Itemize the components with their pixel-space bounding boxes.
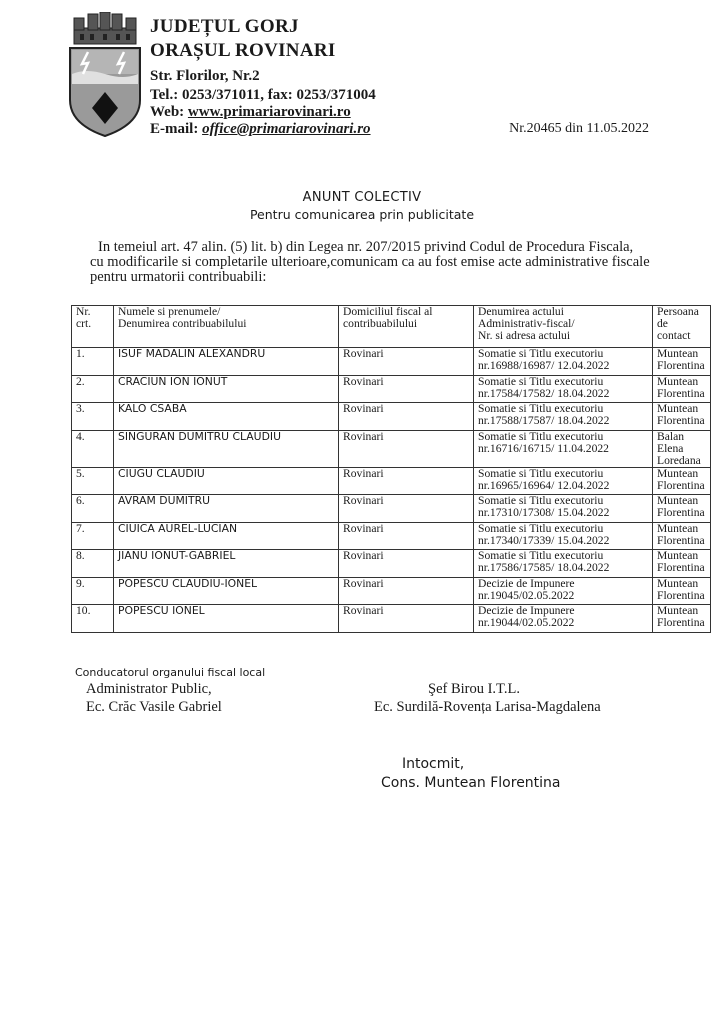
row-act-type: Somatie si Titlu executoriu xyxy=(478,402,604,415)
table-row xyxy=(72,522,711,550)
document-title: ANUNT COLECTIV xyxy=(302,190,422,205)
row-contact-line: Muntean xyxy=(657,521,699,535)
table-row xyxy=(72,467,711,495)
row-contact xyxy=(653,605,711,633)
row-nr: 1. xyxy=(72,348,114,376)
row-contact-line: Muntean xyxy=(657,347,699,360)
header-act xyxy=(474,306,653,348)
row-act-type: Decizie de Impunere xyxy=(478,576,575,590)
row-act-type: Somatie si Titlu executoriu xyxy=(478,549,604,562)
row-act xyxy=(474,522,653,550)
left-signatory-name: Ec. Crăc Vasile Gabriel xyxy=(86,699,222,715)
header-act-line: Administrativ-fiscal/ xyxy=(478,317,575,330)
row-name: CIUICA AUREL-LUCIAN xyxy=(114,522,339,550)
website-link[interactable]: www.primariarovinari.ro xyxy=(187,104,351,120)
header-domicile-line: contribuabilului xyxy=(343,317,418,330)
table-row xyxy=(72,550,711,578)
table-row xyxy=(72,403,711,431)
row-contact-line: Florentina xyxy=(657,478,705,492)
header-nr-line: crt. xyxy=(76,317,92,330)
row-nr: 2. xyxy=(72,375,114,403)
table-row xyxy=(72,605,711,633)
website-label: Web: xyxy=(150,104,188,120)
table-row xyxy=(72,577,711,605)
intro-line-1: In temeiul art. 47 alin. (5) lit. b) din Legea nr. 207/2015 privind Codul de Procedura Fiscala, xyxy=(98,239,634,255)
row-act-type: Somatie si Titlu executoriu xyxy=(478,466,604,480)
row-contact xyxy=(653,348,711,376)
row-domicile: Rovinari xyxy=(339,495,474,523)
row-domicile: Rovinari xyxy=(339,550,474,578)
row-nr: 10. xyxy=(72,605,114,633)
header-name-line: Numele si prenumele/ xyxy=(118,305,221,318)
row-act-type: Decizie de Impunere xyxy=(478,604,575,617)
table-row xyxy=(72,495,711,523)
prepared-by-label: Intocmit, xyxy=(402,756,465,772)
email-link[interactable]: office@primariarovinari.ro xyxy=(202,121,371,137)
row-name: JIANU IONUT-GABRIEL xyxy=(114,550,339,578)
row-contact xyxy=(653,522,711,550)
row-name: SINGURAN DUMITRU CLAUDIU xyxy=(114,430,339,467)
row-act xyxy=(474,430,653,467)
row-nr: 8. xyxy=(72,550,114,578)
row-contact-line: Muntean xyxy=(657,549,699,562)
row-contact-line: Florentina xyxy=(657,386,705,400)
document-subtitle: Pentru comunicarea prin publicitate xyxy=(249,207,475,222)
row-act-number: nr.17586/17585/ 18.04.2022 xyxy=(478,561,610,574)
row-contact-line: Florentina xyxy=(657,616,705,629)
header-act-line: Nr. si adresa actului xyxy=(478,329,571,342)
row-nr: 9. xyxy=(72,577,114,605)
row-domicile: Rovinari xyxy=(339,430,474,467)
row-name: CRACIUN ION IONUT xyxy=(114,375,339,403)
right-signatory-name: Ec. Surdilă-Rovența Larisa-Magdalena xyxy=(374,699,601,715)
header-contact xyxy=(653,306,711,348)
row-nr: 4. xyxy=(72,430,114,467)
row-contact xyxy=(653,467,711,495)
row-domicile: Rovinari xyxy=(339,467,474,495)
row-contact xyxy=(653,430,711,467)
header-name xyxy=(114,306,339,348)
row-domicile: Rovinari xyxy=(339,605,474,633)
row-contact-line: Loredana xyxy=(657,453,701,467)
intro-line-2: cu modificarile si completarile ulterioare,comunicam ca au fost emise acte administrative fiscale xyxy=(90,254,650,270)
row-domicile: Rovinari xyxy=(339,375,474,403)
row-name: ISUF MADALIN ALEXANDRU xyxy=(114,348,339,376)
row-act-number: nr.17310/17308/ 15.04.2022 xyxy=(478,506,610,519)
row-contact-line: Muntean xyxy=(657,494,699,507)
row-act-type: Somatie si Titlu executoriu xyxy=(478,347,604,360)
row-domicile: Rovinari xyxy=(339,348,474,376)
phone-fax: Tel.: 0253/371011, fax: 0253/371004 xyxy=(150,87,376,103)
row-contact xyxy=(653,403,711,431)
town-name: ORAȘUL ROVINARI xyxy=(150,40,336,61)
row-contact-line: Florentina xyxy=(657,414,705,427)
row-nr: 5. xyxy=(72,467,114,495)
email-label: E-mail: xyxy=(150,121,203,137)
row-act-type: Somatie si Titlu executoriu xyxy=(478,429,604,443)
row-contact-line: Balan Elena xyxy=(657,429,685,455)
row-domicile: Rovinari xyxy=(339,403,474,431)
row-contact xyxy=(653,550,711,578)
row-nr: 6. xyxy=(72,495,114,523)
row-act xyxy=(474,403,653,431)
right-signatory-role: Şef Birou I.T.L. xyxy=(428,681,520,697)
row-act-number: nr.16988/16987/ 12.04.2022 xyxy=(478,359,610,372)
row-act xyxy=(474,550,653,578)
row-act-number: nr.17584/17582/ 18.04.2022 xyxy=(478,386,610,400)
row-name: KALO CSABA xyxy=(114,403,339,431)
county-name: JUDEȚUL GORJ xyxy=(150,16,299,37)
row-contact-line: Muntean xyxy=(657,402,699,415)
table-row xyxy=(72,348,711,376)
row-contact-line: Muntean xyxy=(657,466,699,480)
header-contact-line: contact xyxy=(657,329,691,342)
row-act-number: nr.16716/16715/ 11.04.2022 xyxy=(478,441,609,455)
row-nr: 3. xyxy=(72,403,114,431)
row-contact xyxy=(653,375,711,403)
header-contact-line: Persoana de xyxy=(657,305,699,330)
registration-number: Nr.20465 din 11.05.2022 xyxy=(509,121,649,136)
table-row xyxy=(72,430,711,467)
left-signatory-role: Administrator Public, xyxy=(86,681,212,697)
row-domicile: Rovinari xyxy=(339,577,474,605)
taxpayers-table xyxy=(71,305,711,633)
table-row xyxy=(72,375,711,403)
row-contact-line: Florentina xyxy=(657,588,705,602)
row-domicile: Rovinari xyxy=(339,522,474,550)
row-act-type: Somatie si Titlu executoriu xyxy=(478,374,604,388)
row-act xyxy=(474,348,653,376)
row-contact xyxy=(653,495,711,523)
row-act-number: nr.19045/02.05.2022 xyxy=(478,588,575,602)
header-domicile-line: Domiciliul fiscal al xyxy=(343,305,433,318)
row-contact-line: Muntean xyxy=(657,604,699,617)
row-act xyxy=(474,375,653,403)
row-nr: 7. xyxy=(72,522,114,550)
intro-line-3: pentru urmatorii contribuabili: xyxy=(90,269,267,285)
row-contact-line: Muntean xyxy=(657,374,699,388)
header-nr-line: Nr. xyxy=(76,305,91,318)
intro-paragraph xyxy=(90,240,650,285)
header-name-line: Denumirea contribuabilului xyxy=(118,317,247,330)
header-domicile xyxy=(339,306,474,348)
address: Str. Florilor, Nr.2 xyxy=(150,68,260,84)
email-line xyxy=(150,121,371,138)
row-name: POPESCU CLAUDIU-IONEL xyxy=(114,577,339,605)
header-nr xyxy=(72,306,114,348)
row-contact-line: Florentina xyxy=(657,533,705,547)
row-act-number: nr.17588/17587/ 18.04.2022 xyxy=(478,414,610,427)
row-act-number: nr.16965/16964/ 12.04.2022 xyxy=(478,478,610,492)
table-header-row xyxy=(72,306,711,348)
row-name: POPESCU IONEL xyxy=(114,605,339,633)
header-act-line: Denumirea actului xyxy=(478,305,564,318)
row-contact-line: Muntean xyxy=(657,576,699,590)
coat-of-arms-icon xyxy=(66,12,144,138)
row-act xyxy=(474,495,653,523)
row-act xyxy=(474,577,653,605)
row-name: AVRAM DUMITRU xyxy=(114,495,339,523)
row-contact-line: Florentina xyxy=(657,561,705,574)
row-act xyxy=(474,467,653,495)
prepared-by-name: Cons. Muntean Florentina xyxy=(381,775,561,791)
row-contact xyxy=(653,577,711,605)
row-name: CIUGU CLAUDIU xyxy=(114,467,339,495)
row-act-number: nr.19044/02.05.2022 xyxy=(478,616,575,629)
website-line xyxy=(150,104,351,121)
row-act-type: Somatie si Titlu executoriu xyxy=(478,521,604,535)
row-act-type: Somatie si Titlu executoriu xyxy=(478,494,604,507)
fiscal-head-caption: Conducatorul organului fiscal local xyxy=(75,666,266,679)
row-contact-line: Florentina xyxy=(657,506,705,519)
row-act-number: nr.17340/17339/ 15.04.2022 xyxy=(478,533,610,547)
row-act xyxy=(474,605,653,633)
row-contact-line: Florentina xyxy=(657,359,705,372)
